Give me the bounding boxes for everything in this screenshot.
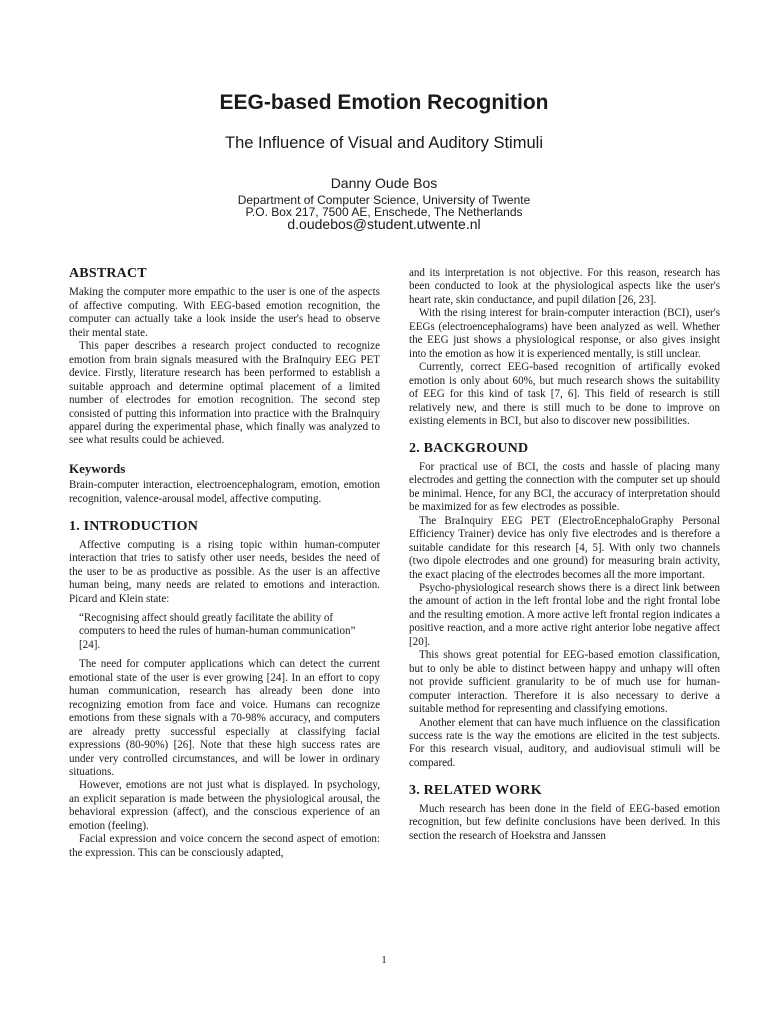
affiliation-address: P.O. Box 217, 7500 AE, Enschede, The Netherlands (245, 205, 523, 219)
keywords-heading: Keywords (69, 460, 126, 476)
intro-paragraph-3: However, emotions are not just what is displayed. In psychology, an explicit separation is made between the physiological arousal, the behavioral expression (affect), and the conscious experience of an emotion (feeling). (69, 779, 380, 832)
related-work-heading: 3. RELATED WORK (409, 783, 542, 799)
right-column (409, 267, 720, 843)
abstract-paragraph-1: Making the computer more empathic to the user is one of the aspects of affective computing. With EEG-based emotion recognition, the computer can actually take a look inside the user's head to observe their mental state. (69, 286, 380, 339)
left-column (69, 267, 380, 860)
paper-title: EEG-based Emotion Recognition (219, 91, 549, 114)
background-paragraph-3: Psycho-physiological research shows there is a direct link between the amount of action in the left frontal lobe and the right frontal lobe and the resulting emotion. A more active left frontal region indicates a positive reaction, and a more active right anterior lobe negative affect [20]. (409, 581, 720, 648)
paper-subtitle: The Influence of Visual and Auditory Stimuli (225, 134, 543, 152)
related-paragraph-1: Much research has been done in the field of EEG-based emotion recognition, but few definite conclusions have been derived. In this section the research of Hoekstra and Janssen (409, 802, 720, 842)
col2-paragraph-1: and its interpretation is not objective. For this reason, research has been conducted to look at the physiological aspects like the user's heart rate, skin conductance, and pupil dilation [26, 23]. (409, 267, 720, 306)
author-email: d.oudebos@student.utwente.nl (287, 216, 481, 232)
introduction-heading: 1. INTRODUCTION (69, 519, 199, 535)
col2-paragraph-2: With the rising interest for brain-computer interaction (BCI), user's EEGs (electroencephalograms) have been analyzed as well. Whether the EEG just shows a physiological response, or also gives insight into the emotion as how it is experienced mentally, is still unclear. (409, 307, 720, 360)
background-paragraph-4: This shows great potential for EEG-based emotion classification, but to only be able to distinct between happy and unhapy will often not provide sufficient granularity to be of much use for human-computer interaction. Therefore it is also necessary to derive a suitable method for representing and classifying emotions. (409, 649, 720, 716)
affiliation-department: Department of Computer Science, University of Twente (237, 193, 531, 207)
abstract-paragraph-2: This paper describes a research project conducted to recognize emotion from brain signals measured with the BraInquiry EEG PET device. Firstly, literature research has been performed to establish a suitable approach and determine optimal placement of a limited number of electrodes for emotion recognition. The second step consisted of putting this information into practice with the BraInquiry apparel during the experimental phase, which finally was analyzed to see what results could be achieved. (69, 340, 380, 447)
keywords-text: Brain-computer interaction, electroencephalogram, emotion, emotion recognition, valence-arousal model, affective computing. (69, 479, 380, 505)
page-number: 1 (381, 954, 387, 966)
intro-quote: “Recognising affect should greatly facilitate the ability of computers to heed the rules of human-human communication” [24]. (79, 611, 356, 651)
abstract-heading: ABSTRACT (69, 266, 147, 281)
intro-paragraph-1: Affective computing is a rising topic within human-computer interaction that tries to satisfy other user needs, besides the need of the user to be as productive as possible. As the user is an affective human being, many needs are related to emotions and interaction. Picard and Klein state: (69, 538, 380, 605)
background-paragraph-2: The BraInquiry EEG PET (ElectroEncephaloGraphy Personal Efficiency Trainer) device has only five electrodes and is therefore a suitable candidate for this research [4, 5]. With only two channels (two dipole electrodes and one ground) for measuring brain activity, the exact placing of the electrodes becomes all the more important. (409, 514, 720, 581)
author-name: Danny Oude Bos (330, 175, 438, 191)
intro-paragraph-2: The need for computer applications which can detect the current emotional state of the user is ever growing [24]. In an effort to copy human communication, research has already been done into recognizing emotion from face and voice. Humans can recognize emotions from these signals with a 70-98% accuracy, and computers are already pretty successful especially at classifying facial expressions (80-90%) [26]. Note that these high success rates are under very controlled circumstances, and will be lower in ordinary situations. (69, 658, 380, 778)
background-paragraph-5: Another element that can have much influence on the classification success rate is the way the emotions are elicited in the test subjects. For this research visual, auditory, and audiovisual stimuli will be compared. (409, 716, 720, 769)
background-heading: 2. BACKGROUND (409, 441, 529, 457)
background-paragraph-1: For practical use of BCI, the costs and hassle of placing many electrodes and getting the connection with the computer set up should be minimal. Hence, for any BCI, the accuracy of interpretation should be maximized for as few electrodes as possible. (409, 460, 720, 514)
col2-paragraph-3: Currently, correct EEG-based recognition of artifically evoked emotion is only about 60%, but much research shows the suitability of EEG for this kind of task [7, 6]. This field of research is still relatively new, and there is still much to be done to improve on existing elements in BCI, but also to discover new possibilities. (409, 361, 720, 427)
intro-paragraph-4: Facial expression and voice concern the second aspect of emotion: the expression. This can be consciously adapted, (69, 833, 380, 859)
